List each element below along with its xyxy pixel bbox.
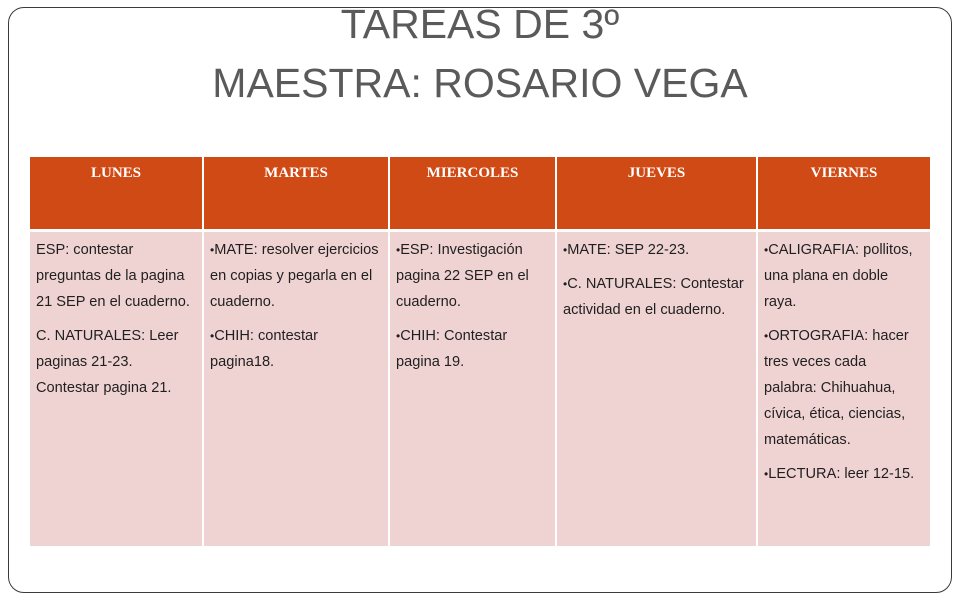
task-text: ORTOGRAFIA: hacer tres veces cada palabra: Chihuahua, cívica, ética, ciencias, matemáticas. xyxy=(764,327,909,448)
cell-lunes xyxy=(30,230,203,546)
task-text: ESP: Investigación pagina 22 SEP en el cuaderno. xyxy=(396,241,529,310)
header-lunes: LUNES xyxy=(30,157,203,230)
header-jueves: JUEVES xyxy=(556,157,757,230)
task-text: CALIGRAFIA: pollitos, una plana en doble raya. xyxy=(764,241,913,310)
task-entry xyxy=(210,323,380,375)
task-entry xyxy=(210,237,380,315)
header-miercoles: MIERCOLES xyxy=(389,157,556,230)
task-entry xyxy=(764,461,922,487)
header-martes: MARTES xyxy=(203,157,389,230)
task-entry xyxy=(396,323,547,375)
title-line-teacher: MAESTRA: ROSARIO VEGA xyxy=(212,60,748,106)
header-row xyxy=(30,157,930,230)
title-line-grade: TAREAS DE 3º xyxy=(340,1,620,47)
cell-martes xyxy=(203,230,389,546)
cell-viernes xyxy=(757,230,930,546)
task-text: CHIH: Contestar pagina 19. xyxy=(396,327,508,370)
task-text: CHIH: contestar pagina18. xyxy=(210,327,319,370)
task-text: MATE: resolver ejercicios en copias y pegarla en el cuaderno. xyxy=(210,241,379,310)
task-text: LECTURA: leer 12-15. xyxy=(768,465,915,482)
task-entry xyxy=(563,237,748,263)
task-entry: C. NATURALES: Leer paginas 21-23. Contestar pagina 21. xyxy=(36,327,179,396)
task-entry xyxy=(396,237,547,315)
cell-jueves xyxy=(556,230,757,546)
tasks-row xyxy=(30,230,930,546)
homework-table xyxy=(30,157,930,546)
task-text: C. NATURALES: Contestar actividad en el cuaderno. xyxy=(563,275,744,318)
header-viernes: VIERNES xyxy=(757,157,930,230)
task-entry xyxy=(764,323,922,453)
cell-miercoles xyxy=(389,230,556,546)
task-entry: ESP: contestar preguntas de la pagina 21 SEP en el cuaderno. xyxy=(36,241,190,310)
task-text: MATE: SEP 22-23. xyxy=(567,241,690,258)
task-entry xyxy=(563,271,748,323)
task-entry xyxy=(764,237,922,315)
